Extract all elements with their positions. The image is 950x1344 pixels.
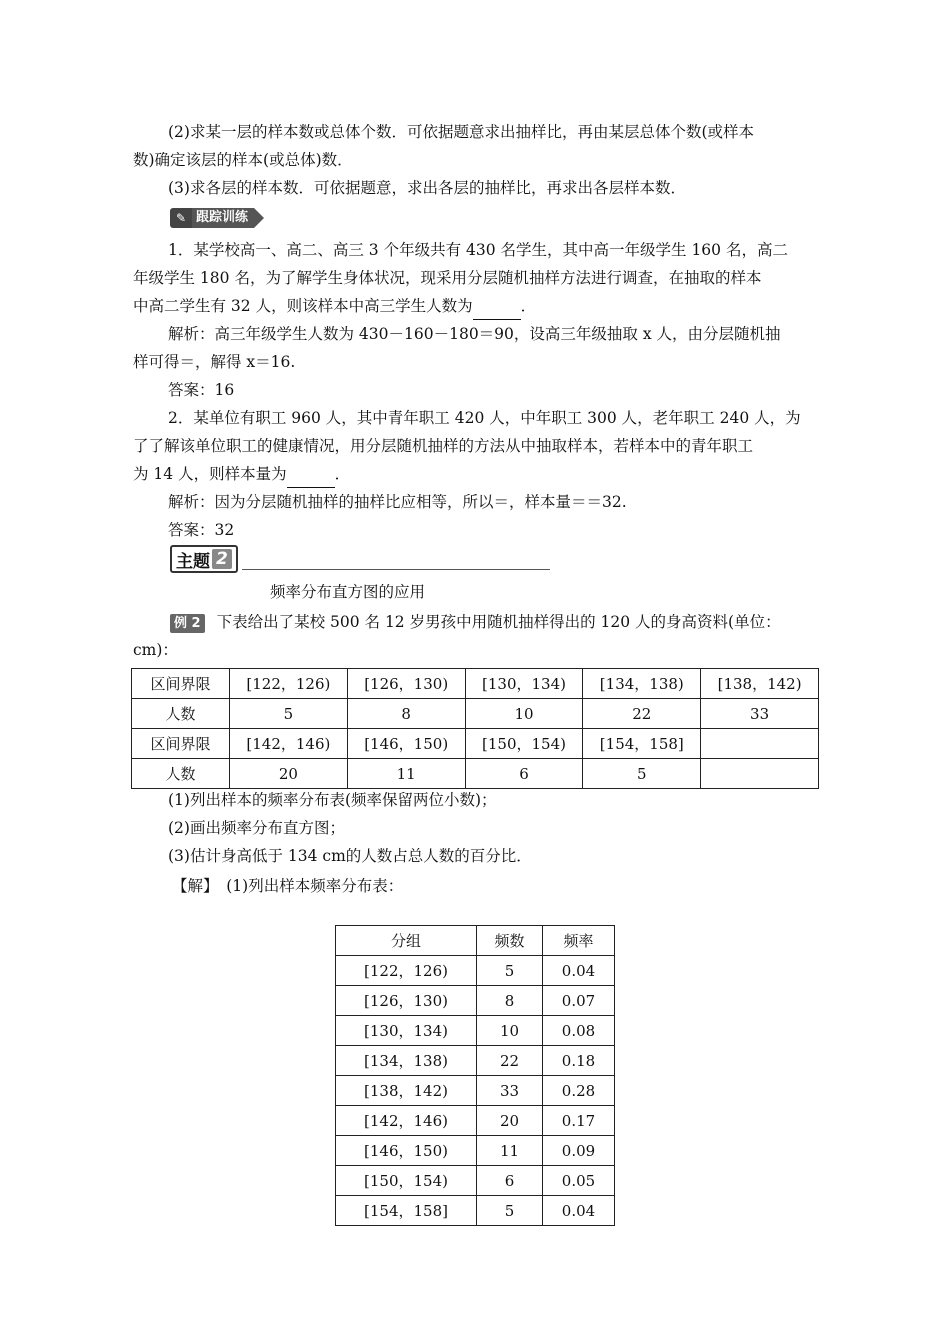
track-training-label: 跟踪训练 [192,208,254,228]
table-cell: 22 [477,1046,543,1076]
question-line: 1．某学校高一、高二、高三 3 个年级共有 430 名学生，其中高一年级学生 160 名，高二 [168,241,788,259]
task-line: (1)列出样本的频率分布表(频率保留两位小数)； [168,791,497,809]
table-cell: [138，142) [701,669,819,699]
table-row [336,1076,615,1106]
paragraph-line: (3)求各层的样本数．可依据题意，求出各层的抽样比，再求出各层样本数． [168,179,686,197]
table-cell: [154，158] [583,729,701,759]
table-row [336,1196,615,1226]
pencil-icon: ✎ [170,208,192,228]
table-cell [701,729,819,759]
table-cell: 6 [465,759,583,789]
table-cell: 0.28 [543,1076,615,1106]
table-cell: 20 [477,1106,543,1136]
table-cell: [154，158] [336,1196,477,1226]
table-row [132,699,819,729]
paragraph-line: 数)确定该层的样本(或总体)数． [133,151,353,169]
table-row [336,1046,615,1076]
example-line: cm)： [133,641,178,659]
question-text: 为 14 人，则样本量为 [133,465,287,483]
theme-label: 主题 [176,551,210,572]
table-row [336,1016,615,1046]
table-cell: 5 [583,759,701,789]
task-line: (2)画出频率分布直方图； [168,819,345,837]
example-text: 下表给出了某校 500 名 12 岁男孩中用随机抽样得出的 120 人的身高资料(单位： [216,613,781,631]
table-cell: 0.08 [543,1016,615,1046]
table-cell: [146，150) [336,1136,477,1166]
table-cell: 0.04 [543,1196,615,1226]
theme-rule [242,569,550,570]
analysis-line: 解析：因为分层随机抽样的抽样比应相等，所以＝，样本量＝＝32. [168,493,627,511]
solution-line: 【解】 (1)列出样本频率分布表： [172,877,404,895]
question-text: 中高二学生有 32 人，则该样本中高三学生人数为 [133,297,473,315]
table-cell: [122，126) [230,669,348,699]
paragraph-line: (2)求某一层的样本数或总体个数．可依据题意求出抽样比，再由某层总体个数(或样本 [168,123,755,141]
analysis-line: 解析：高三年级学生人数为 430－160－180＝90，设高三年级抽取 x 人，由分层随机抽 [168,325,781,343]
question-line [133,292,823,320]
header-cell: 频数 [477,926,543,956]
table-cell: 22 [583,699,701,729]
table-cell: 区间界限 [132,669,230,699]
table-row [336,986,615,1016]
table-row [132,729,819,759]
table-cell: 5 [477,956,543,986]
table-row [336,1136,615,1166]
table-cell: 0.04 [543,956,615,986]
table-row [132,669,819,699]
theme-header [170,545,550,571]
example-label: 例 2 [170,614,205,633]
tag-arrow-shape [254,208,264,228]
table-cell: 0.07 [543,986,615,1016]
table-cell: [134，138) [336,1046,477,1076]
table-cell: 10 [465,699,583,729]
table-cell: 0.18 [543,1046,615,1076]
table-cell: [150，154) [336,1166,477,1196]
table-cell: 33 [477,1076,543,1106]
answer-line: 答案：16 [168,381,235,399]
question-line [133,460,823,488]
table-cell: 8 [477,986,543,1016]
table-cell: [122，126) [336,956,477,986]
theme-badge [170,545,238,573]
table-cell: 10 [477,1016,543,1046]
table-cell: 5 [477,1196,543,1226]
table-cell: [142，146) [230,729,348,759]
analysis-line: 样可得＝，解得 x＝16. [133,353,296,371]
table-header-row [336,926,615,956]
task-line: (3)估计身高低于 134 cm的人数占总人数的百分比． [168,847,532,865]
table-cell: 11 [347,759,465,789]
table-cell: [126，130) [347,669,465,699]
track-training-tag [170,207,264,229]
table-cell: [150，154) [465,729,583,759]
table-cell: 0.17 [543,1106,615,1136]
table-row [336,956,615,986]
header-cell: 分组 [336,926,477,956]
question-line: 年级学生 180 名，为了解学生身体状况，现采用分层随机抽样方法进行调查，在抽取的样本 [133,269,762,287]
table-cell: [130，134) [465,669,583,699]
table-cell: 33 [701,699,819,729]
answer-blank [287,469,335,488]
table-cell: 5 [230,699,348,729]
table-row [336,1106,615,1136]
table-row [336,1166,615,1196]
table-cell: 8 [347,699,465,729]
table-cell: 人数 [132,759,230,789]
table-cell: 11 [477,1136,543,1166]
question-end: ． [334,465,351,483]
height-data-table [131,668,819,789]
frequency-table [335,925,615,1226]
example-line [170,608,830,636]
question-line: 了了解该单位职工的健康情况，用分层随机抽样的方法从中抽取样本，若样本中的青年职工 [133,437,754,455]
header-cell: 频率 [543,926,615,956]
table-cell: [142，146) [336,1106,477,1136]
table-cell: 0.05 [543,1166,615,1196]
answer-line: 答案：32 [168,521,235,539]
table-cell: [146，150) [347,729,465,759]
table-cell: 区间界限 [132,729,230,759]
table-cell: 6 [477,1166,543,1196]
table-cell: [134，138) [583,669,701,699]
theme-number: 2 [212,549,232,569]
question-line: 2．某单位有职工 960 人，其中青年职工 420 人，中年职工 300 人，老年职工 240 人，为 [168,409,801,427]
table-cell: 0.09 [543,1136,615,1166]
answer-blank [473,301,521,320]
question-end: ． [520,297,537,315]
table-cell [701,759,819,789]
table-cell: [130，134) [336,1016,477,1046]
section-title: 频率分布直方图的应用 [270,583,426,601]
table-cell: 人数 [132,699,230,729]
table-row [132,759,819,789]
table-cell: [126，130) [336,986,477,1016]
table-cell: [138，142) [336,1076,477,1106]
table-cell: 20 [230,759,348,789]
